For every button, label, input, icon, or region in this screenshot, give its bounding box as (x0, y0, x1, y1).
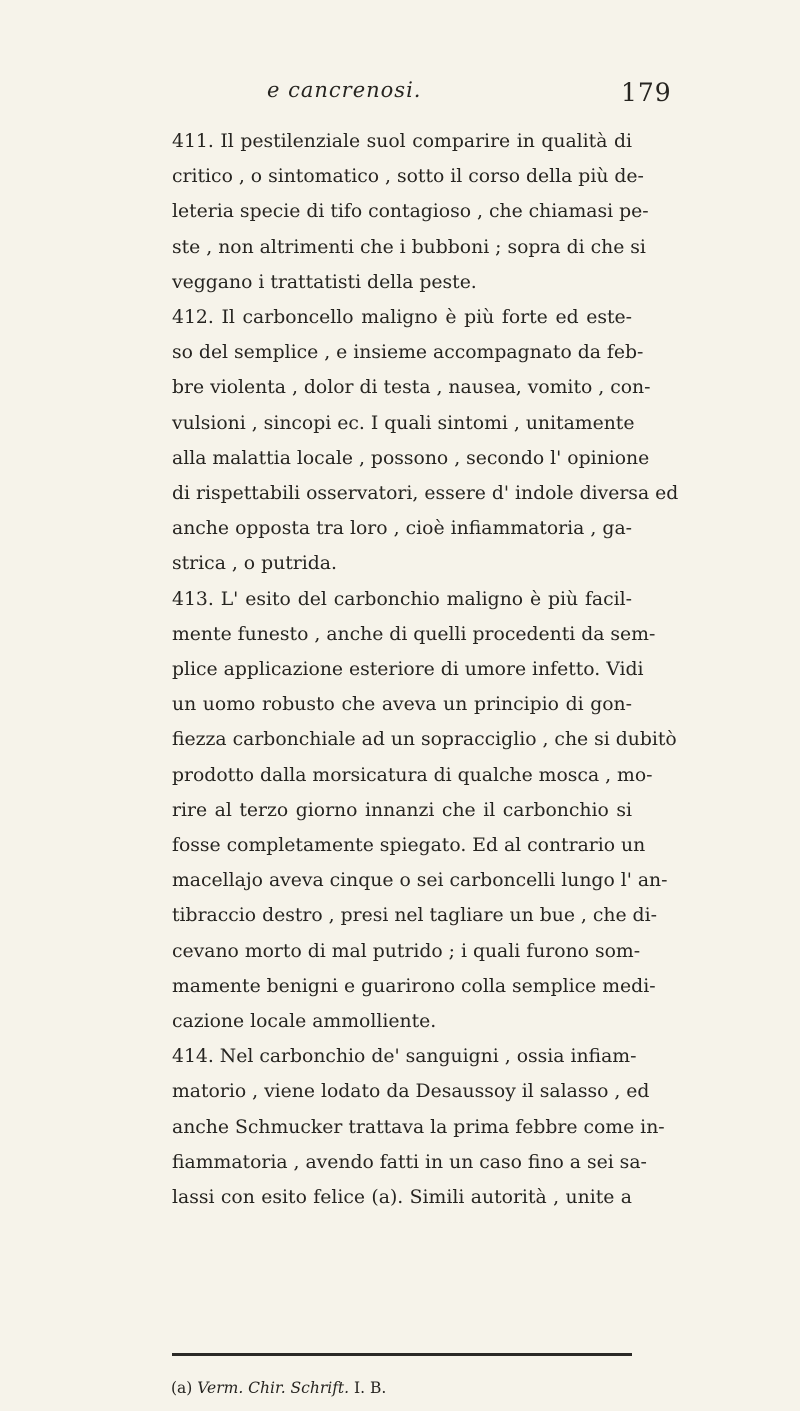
text-line: 412. Il carboncello maligno è più forte ed este- (172, 307, 632, 329)
text-line: rire al terzo giorno innanzi che il carbonchio si (172, 799, 632, 821)
text-line: 414. Nel carbonchio de' sanguigni , ossia infiam- (172, 1046, 637, 1068)
text-line: ste , non altrimenti che i bubboni ; sopra di che si (172, 236, 646, 258)
text-line: mente funesto , anche di quelli procedenti da sem- (172, 623, 656, 645)
page-header (0, 78, 800, 118)
text-line: cevano morto di mal putrido ; i quali furono som- (172, 940, 641, 962)
text-line: veggano i trattatisti della peste. (172, 271, 477, 293)
text-line: strica , o putrida. (172, 553, 337, 575)
text-line: mamente benigni e guarirono colla semplice medi- (172, 975, 656, 997)
text-line: leteria specie di tifo contagioso , che chiamasi pe- (172, 201, 649, 223)
footnote-volume: I. B. (354, 1379, 387, 1397)
running-title: e cancrenosi. (267, 78, 422, 102)
text-line: anche Schmucker trattava la prima febbre come in- (172, 1116, 665, 1138)
text-line: cazione locale ammolliente. (172, 1011, 437, 1033)
text-line: 411. Il pestilenziale suol comparire in qualità di (172, 131, 632, 152)
text-line: 413. L' esito del carbonchio maligno è più facil- (172, 588, 632, 610)
text-line: un uomo robusto che aveva un principio di gon- (172, 694, 632, 716)
text-line: macellajo aveva cinque o sei carboncelli lungo l' an- (172, 870, 668, 892)
page-number: 179 (621, 78, 672, 107)
text-line: tibraccio destro , presi nel tagliare un bue , che di- (172, 905, 657, 927)
text-line: prodotto dalla morsicatura di qualche mosca , mo- (172, 764, 653, 786)
text-line: vulsioni , sincopi ec. I quali sintomi , unitamente (172, 412, 635, 434)
text-line: fiammatoria , avendo fatti in un caso fino a sei sa- (172, 1151, 647, 1173)
footnote-marker: (a) (171, 1379, 193, 1397)
text-line: critico , o sintomatico , sotto il corso della più de- (172, 166, 644, 188)
footnote-source: Verm. Chir. Schrift. (197, 1379, 350, 1397)
body-text (172, 124, 679, 1215)
text-line: bre violenta , dolor di testa , nausea, vomito , con- (172, 377, 651, 399)
text-line: lassi con esito felice (a). Simili autorità , unite a (172, 1187, 632, 1209)
text-line: alla malattia locale , possono , secondo l' opinione (172, 447, 650, 469)
text-line: plice applicazione esteriore di umore infetto. Vidi (172, 659, 644, 681)
text-line: di rispettabili osservatori, essere d' indole diversa ed (172, 483, 679, 505)
text-line: matorio , viene lodato da Desaussoy il salasso , ed (172, 1081, 650, 1103)
text-line: so del semplice , e insieme accompagnato da feb- (172, 342, 644, 364)
text-line: anche opposta tra loro , cioè infiammatoria , ga- (172, 518, 632, 540)
footnote (171, 1379, 386, 1397)
text-line: fosse completamente spiegato. Ed al contrario un (172, 835, 646, 857)
footnote-divider (172, 1353, 632, 1356)
text-line: fiezza carbonchiale ad un sopracciglio , che si dubitò (172, 729, 677, 751)
